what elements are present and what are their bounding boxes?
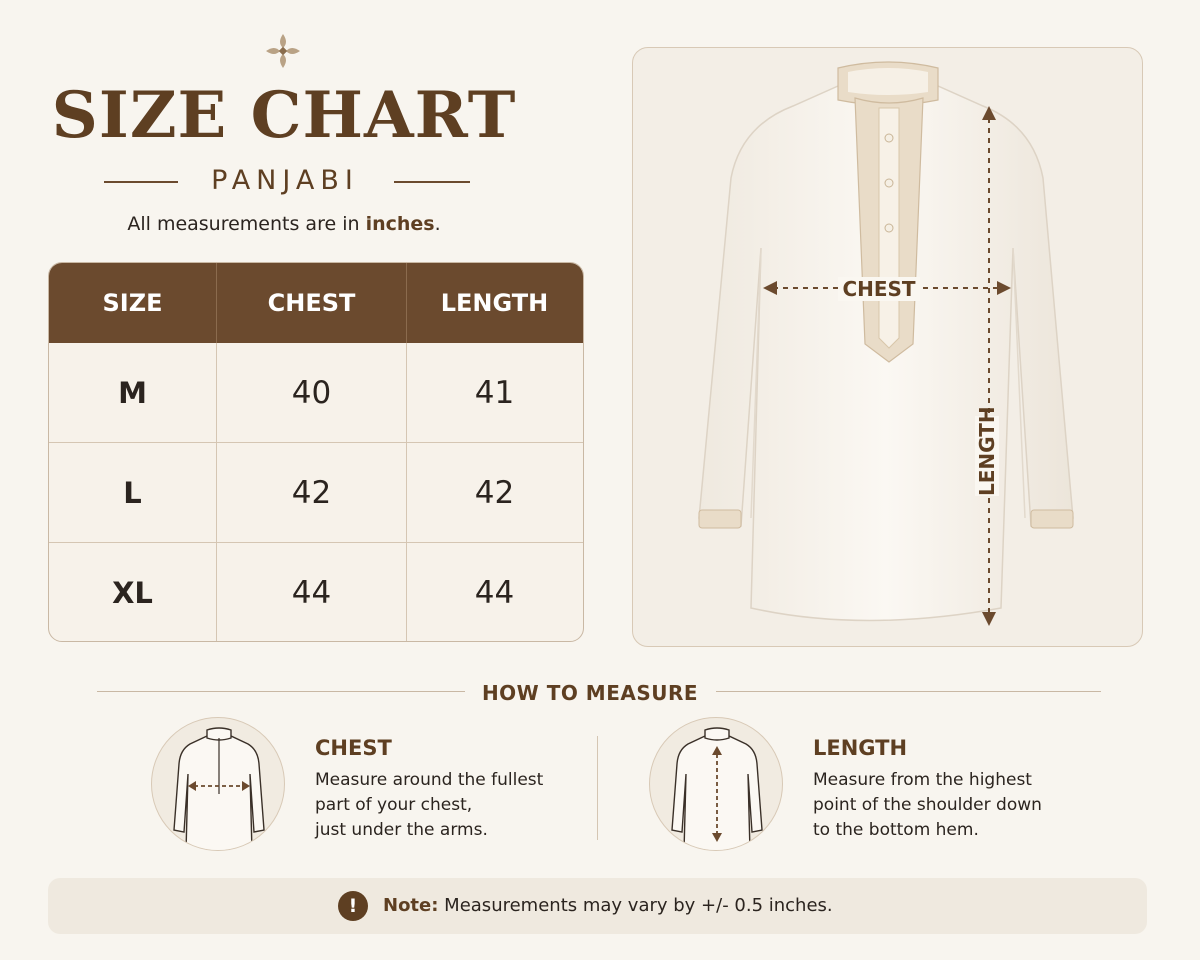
note-label: Note: <box>383 895 439 916</box>
table-row <box>49 343 583 442</box>
subtitle-rule-right <box>394 181 470 183</box>
table-header <box>49 263 583 343</box>
length-instructions: Measure from the highest point of the shoulder down to the bottom hem. <box>813 770 1042 840</box>
section-rule-right <box>716 691 1101 692</box>
header-length: LENGTH <box>406 263 582 343</box>
size-cell: XL <box>112 575 153 610</box>
units-note: All measurements are in inches. <box>127 213 441 235</box>
chest-cell: 42 <box>216 443 406 542</box>
length-heading: LENGTH <box>813 736 908 760</box>
units-value: inches <box>365 213 435 235</box>
garment-panel <box>632 47 1143 647</box>
page-subtitle: PANJABI <box>211 165 359 196</box>
size-cell: L <box>123 475 142 510</box>
chest-heading: CHEST <box>315 736 392 760</box>
length-cell: 41 <box>406 343 582 442</box>
length-measure-illustration <box>649 717 783 851</box>
length-cell: 44 <box>406 543 582 642</box>
size-table <box>48 262 584 642</box>
header-size: SIZE <box>102 289 163 317</box>
header-chest: CHEST <box>216 263 406 343</box>
size-cell: M <box>118 375 147 410</box>
ornament-icon <box>264 32 302 70</box>
chest-measure-label: CHEST <box>838 277 920 301</box>
panjabi-illustration <box>633 48 1143 647</box>
table-row <box>49 442 583 542</box>
alert-icon: ! <box>338 891 368 921</box>
length-cell: 42 <box>406 443 582 542</box>
subtitle-rule-left <box>104 181 178 183</box>
page-title: SIZE CHART <box>51 78 517 153</box>
chest-measure-illustration <box>151 717 285 851</box>
chest-cell: 44 <box>216 543 406 642</box>
table-row <box>49 542 583 642</box>
length-measure-label: LENGTH <box>975 406 999 496</box>
section-rule-left <box>97 691 465 692</box>
note-text: Note: Measurements may vary by +/- 0.5 inches. <box>383 895 833 916</box>
chest-cell: 40 <box>216 343 406 442</box>
section-divider <box>597 736 598 840</box>
how-to-measure-title: HOW TO MEASURE <box>481 681 699 705</box>
chest-instructions: Measure around the fullest part of your chest, just under the arms. <box>315 770 544 840</box>
